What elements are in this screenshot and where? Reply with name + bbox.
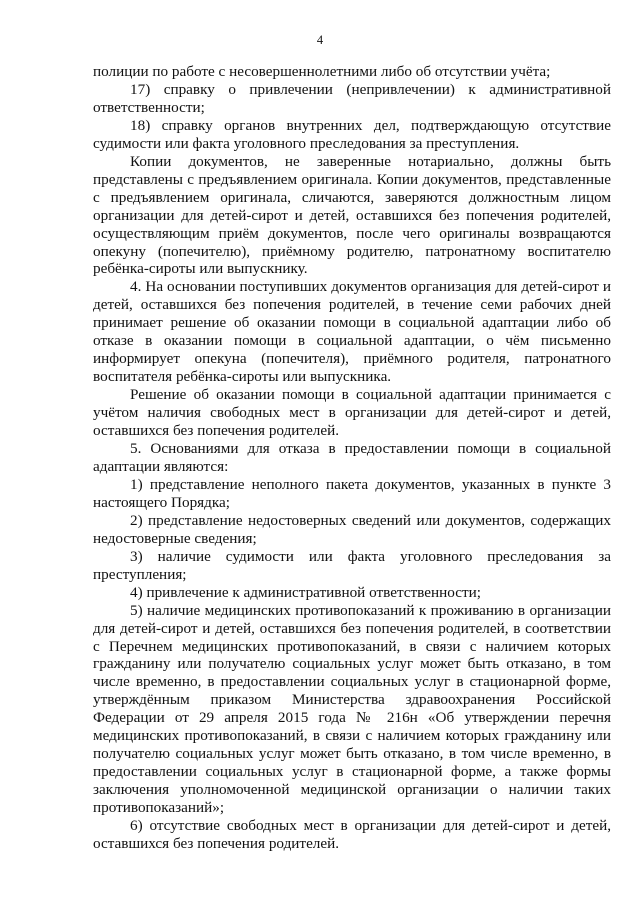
paragraph: 18) справку органов внутренних дел, подтверждающую отсутствие судимости или факта уголовного преследования за преступления.: [93, 116, 611, 152]
paragraph: 6) отсутствие свободных мест в организации для детей-сирот и детей, оставшихся без попечения родителей.: [93, 817, 611, 852]
paragraph: Решение об оказании помощи в социальной адаптации принимается с учётом наличия свободных мест в организации для детей-сирот и детей, оставшихся без попечения родителей.: [93, 386, 611, 440]
paragraph: Копии документов, не заверенные нотариально, должны быть представлены с предъявлением оригинала. Копии документов, представленные с предъявлением оригинала, сличаются, заверяются должностным лицом организации для детей-сирот и детей, оставшихся без попечения родителей, осуществляющим приём документов, после чего оригиналы возвращаются опекуну (попечителю), приёмному родителю, патронатному воспитателю ребёнка-сироты или выпускнику.: [93, 152, 611, 278]
page-number: 4: [316, 33, 324, 47]
paragraph: полиции по работе с несовершеннолетними либо об отсутствии учёта;: [93, 63, 551, 80]
paragraph: 3) наличие судимости или факта уголовного преследования за преступления;: [93, 547, 611, 583]
paragraph: 17) справку о привлечении (непривлечении) к административной ответственности;: [93, 80, 611, 116]
paragraph: 5. Основаниями для отказа в предоставлении помощи в социальной адаптации являются:: [93, 440, 611, 475]
paragraph: 5) наличие медицинских противопоказаний к проживанию в организации для детей-сирот и детей, оставшихся без попечения родителей, в соответствии с Перечнем медицинских противопоказаний, в связи с наличием которых гражданину или получателю социальных услуг может быть отказано, в том числе временно, в предоставлении социальных услуг в стационарной форме, утверждённым приказом Министерства здравоохранения Российской Федерации от 29 апреля 2015 года № 216н «Об утверждении перечня медицинских противопоказаний, в связи с наличием которых гражданину или получателю социальных услуг может быть отказано, в том числе временно, в предоставлении социальных услуг в стационарной форме, а также формы заключения уполномоченной медицинской организации о наличии таких противопоказаний»;: [93, 601, 611, 817]
paragraph: 4. На основании поступивших документов организация для детей-сирот и детей, оставшихся без попечения родителей, в течение семи рабочих дней принимает решение об оказании помощи в социальной адаптации либо об отказе в оказании помощи в социальной адаптации, о чём письменно информирует опекуна (попечителя), приёмного родителя, патронатного воспитателя ребёнка-сироты или выпускника.: [93, 278, 611, 386]
document-body: [93, 63, 611, 853]
paragraph: 2) представление недостоверных сведений или документов, содержащих недостоверные сведения;: [93, 511, 611, 547]
paragraph: 4) привлечение к административной ответственности;: [130, 583, 481, 601]
paragraph: 1) представление неполного пакета документов, указанных в пункте 3 настоящего Порядка;: [93, 475, 611, 511]
